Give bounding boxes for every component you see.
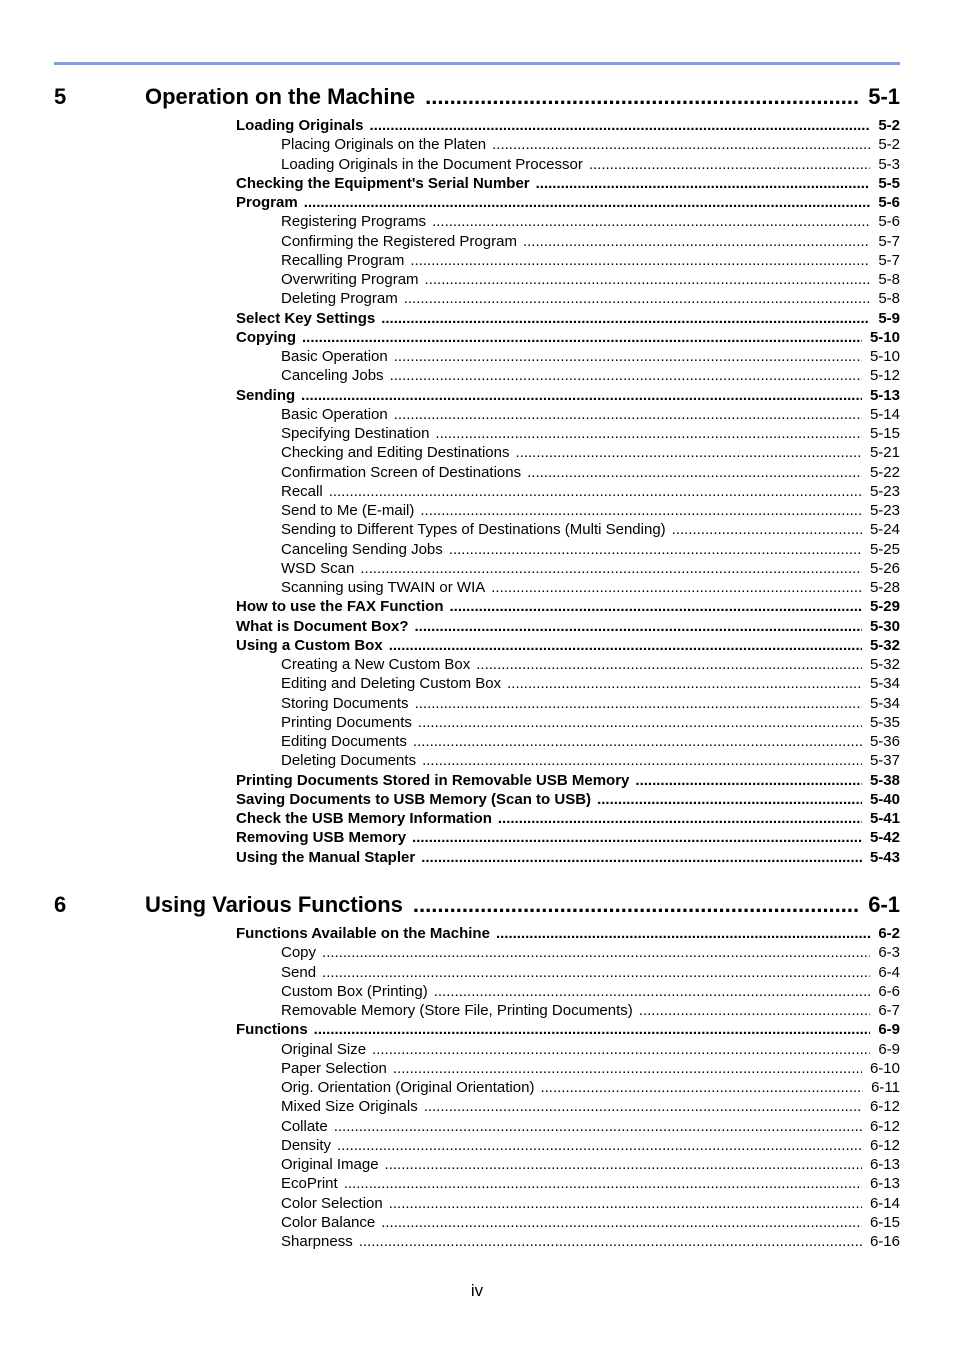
entry-title: Checking the Equipment's Serial Number	[236, 174, 530, 192]
entry-title: Original Image	[281, 1156, 379, 1173]
toc-subsection-entry[interactable]	[281, 1232, 900, 1251]
toc-section-entry[interactable]	[236, 328, 900, 347]
dot-leader	[410, 251, 870, 270]
entry-page: 6-16	[869, 1233, 900, 1250]
dot-leader	[381, 1213, 862, 1232]
toc-subsection-entry[interactable]	[281, 1078, 900, 1097]
entry-page: 5-37	[869, 752, 900, 770]
entry-page: 5-26	[869, 559, 900, 577]
dot-leader	[434, 982, 871, 1001]
entry-title: Scanning using TWAIN or WIA	[281, 579, 486, 596]
entry-title: Specifying Destination	[281, 425, 430, 442]
toc-subsection-entry[interactable]	[281, 520, 900, 539]
entry-page: 5-34	[869, 694, 900, 712]
entry-page: 5-32	[869, 656, 900, 673]
entry-page: 5-29	[869, 598, 900, 616]
dot-leader	[372, 1040, 870, 1059]
entry-page: 5-43	[869, 848, 900, 866]
dot-leader	[322, 963, 870, 982]
dot-leader	[450, 597, 862, 616]
entry-title: Checking and Editing Destinations	[281, 444, 510, 462]
entry-page: 5-22	[869, 463, 900, 481]
entry-title: Functions Available on the Machine	[236, 925, 490, 942]
entry-page: 5-30	[869, 617, 900, 635]
entry-page: 5-2	[878, 117, 900, 134]
chapter-5-section	[54, 84, 900, 867]
entry-page: 5-34	[869, 675, 900, 693]
toc-subsection-entry[interactable]	[281, 1194, 900, 1213]
toc-subsection-entry[interactable]	[281, 540, 900, 559]
entry-title: Loading Originals in the Document Processor	[281, 155, 583, 173]
chapter-title: Operation on the Machine	[145, 84, 416, 109]
entry-page: 6-3	[878, 944, 900, 962]
entry-title: Removing USB Memory	[236, 829, 407, 847]
chapter-number: 6	[54, 892, 67, 917]
entry-title: Basic Operation	[281, 348, 388, 365]
chapter-6-section	[54, 892, 900, 1251]
toc-subsection-entry[interactable]	[281, 405, 900, 424]
dot-leader	[639, 1001, 871, 1020]
dot-leader	[304, 193, 871, 212]
dot-leader	[337, 1136, 862, 1155]
dot-leader	[389, 636, 862, 655]
dot-leader	[360, 559, 862, 578]
dot-leader	[498, 809, 862, 828]
dot-leader	[329, 482, 862, 501]
toc-subsection-entry[interactable]	[281, 232, 900, 251]
entry-title: Using a Custom Box	[236, 636, 383, 654]
chapter-number: 5	[54, 84, 67, 109]
entry-title: Density	[281, 1136, 332, 1154]
dot-leader	[432, 212, 870, 231]
toc-subsection-entry[interactable]	[281, 1001, 900, 1020]
toc-entries	[54, 116, 900, 867]
entry-page: 5-8	[878, 271, 900, 288]
entry-title: Deleting Documents	[281, 752, 417, 770]
toc-subsection-entry[interactable]	[281, 713, 900, 732]
toc-subsection-entry[interactable]	[281, 347, 900, 366]
entry-page: 5-36	[869, 733, 900, 750]
entry-title: Printing Documents	[281, 713, 412, 731]
entry-page: 5-24	[869, 521, 900, 539]
toc-section-entry[interactable]	[236, 924, 900, 943]
toc-section-entry[interactable]	[236, 386, 900, 405]
entry-page: 6-6	[878, 982, 900, 1000]
toc-subsection-entry[interactable]	[281, 943, 900, 962]
toc-subsection-entry[interactable]	[281, 212, 900, 231]
dot-leader	[344, 1174, 862, 1193]
entry-page: 5-6	[878, 194, 900, 211]
entry-page: 5-14	[869, 405, 900, 423]
entry-page: 6-15	[869, 1213, 900, 1231]
entry-page: 5-8	[878, 290, 900, 308]
entry-page: 5-10	[869, 348, 900, 365]
dot-leader	[422, 751, 862, 770]
dot-leader	[301, 386, 862, 405]
entry-title: Printing Documents Stored in Removable USB Memory	[236, 771, 630, 789]
toc-subsection-entry[interactable]	[281, 1059, 900, 1078]
toc-subsection-entry[interactable]	[281, 463, 900, 482]
toc-subsection-entry[interactable]	[281, 501, 900, 520]
entry-title: Recalling Program	[281, 251, 405, 269]
dot-leader	[672, 520, 862, 539]
entry-page: 5-35	[869, 713, 900, 731]
entry-page: 6-12	[869, 1098, 900, 1116]
entry-title: Sharpness	[281, 1233, 353, 1250]
toc-subsection-entry[interactable]	[281, 751, 900, 770]
entry-title: What is Document Box?	[236, 617, 409, 635]
entry-page: 6-14	[869, 1194, 900, 1212]
dot-leader	[420, 501, 862, 520]
toc-section-entry[interactable]	[236, 771, 900, 790]
dot-leader	[394, 405, 862, 424]
entry-title: Mixed Size Originals	[281, 1098, 418, 1116]
dot-leader	[413, 732, 862, 751]
entry-title: Editing and Deleting Custom Box	[281, 675, 502, 693]
dot-leader	[425, 84, 860, 110]
entry-title: Registering Programs	[281, 213, 427, 231]
dot-leader	[435, 424, 862, 443]
toc-subsection-entry[interactable]	[281, 578, 900, 597]
toc-section-entry[interactable]	[236, 597, 900, 616]
entry-page: 5-7	[878, 251, 900, 269]
dot-leader	[589, 155, 870, 174]
entry-page: 5-38	[869, 771, 900, 789]
entry-title: Using the Manual Stapler	[236, 848, 416, 866]
dot-leader	[536, 174, 871, 193]
toc-subsection-entry[interactable]	[281, 1174, 900, 1193]
entry-page: 5-9	[878, 309, 900, 327]
entry-page: 6-11	[871, 1079, 900, 1096]
dot-leader	[415, 617, 862, 636]
toc-section-entry[interactable]	[236, 174, 900, 193]
dot-leader	[418, 713, 862, 732]
entry-title: Placing Originals on the Platen	[281, 136, 487, 154]
entry-page: 6-13	[869, 1175, 900, 1193]
entry-page: 5-23	[869, 482, 900, 500]
entry-page: 5-6	[878, 213, 900, 231]
entry-title: Orig. Orientation (Original Orientation)	[281, 1079, 535, 1096]
entry-title: Editing Documents	[281, 733, 407, 750]
entry-page: 5-40	[869, 790, 900, 808]
toc-subsection-entry[interactable]	[281, 289, 900, 308]
dot-leader	[385, 1155, 862, 1174]
toc-subsection-entry[interactable]	[281, 1155, 900, 1174]
entry-page: 5-13	[869, 386, 900, 404]
dot-leader	[424, 1097, 862, 1116]
dot-leader	[302, 328, 862, 347]
entry-page: 5-41	[869, 810, 900, 827]
toc-subsection-entry[interactable]	[281, 674, 900, 693]
entry-title: Send to Me (E-mail)	[281, 502, 415, 519]
entry-page: 5-3	[878, 155, 900, 173]
entry-page: 5-25	[869, 540, 900, 558]
toc-subsection-entry[interactable]	[281, 982, 900, 1001]
chapter-heading[interactable]	[54, 84, 900, 114]
dot-leader	[492, 135, 870, 154]
entry-title: Canceling Jobs	[281, 367, 384, 385]
dot-leader	[507, 674, 862, 693]
dot-leader	[476, 655, 862, 674]
entry-title: Select Key Settings	[236, 309, 376, 327]
dot-leader	[394, 347, 862, 366]
toc-section-entry[interactable]	[236, 636, 900, 655]
toc-subsection-entry[interactable]	[281, 270, 900, 289]
dot-leader	[359, 1232, 862, 1251]
entry-title: Custom Box (Printing)	[281, 982, 428, 1000]
entry-title: WSD Scan	[281, 559, 355, 577]
dot-leader	[381, 309, 870, 328]
dot-leader	[370, 116, 871, 135]
dot-leader	[425, 270, 871, 289]
toc-subsection-entry[interactable]	[281, 135, 900, 154]
toc-section-entry[interactable]	[236, 309, 900, 328]
entry-title: Copying	[236, 328, 296, 346]
toc-subsection-entry[interactable]	[281, 655, 900, 674]
toc-subsection-entry[interactable]	[281, 559, 900, 578]
entry-page: 6-12	[869, 1117, 900, 1135]
entry-title: Sending	[236, 386, 296, 404]
toc-subsection-entry[interactable]	[281, 1213, 900, 1232]
entry-title: Program	[236, 194, 298, 211]
toc-subsection-entry[interactable]	[281, 443, 900, 462]
toc-subsection-entry[interactable]	[281, 482, 900, 501]
dot-leader	[449, 540, 862, 559]
entry-page: 6-13	[869, 1156, 900, 1173]
entry-title: Paper Selection	[281, 1059, 387, 1077]
entry-title: Check the USB Memory Information	[236, 810, 492, 827]
entry-title: Creating a New Custom Box	[281, 656, 471, 673]
entry-page: 5-42	[869, 829, 900, 847]
entry-title: Storing Documents	[281, 694, 409, 712]
chapter-page: 5-1	[868, 84, 900, 109]
toc-subsection-entry[interactable]	[281, 1040, 900, 1059]
entry-title: Saving Documents to USB Memory (Scan to USB)	[236, 790, 592, 808]
entry-page: 5-2	[878, 136, 900, 154]
toc-section-entry[interactable]	[236, 790, 900, 809]
dot-leader	[404, 289, 871, 308]
entry-page: 5-28	[869, 579, 900, 596]
entry-page: 5-10	[869, 328, 900, 346]
toc-section-entry[interactable]	[236, 809, 900, 828]
toc-section-entry[interactable]	[236, 193, 900, 212]
chapter-page: 6-1	[868, 892, 900, 917]
dot-leader	[322, 943, 870, 962]
entry-title: Color Balance	[281, 1213, 376, 1231]
dot-leader	[523, 232, 870, 251]
dot-leader	[540, 1078, 863, 1097]
dot-leader	[496, 924, 870, 943]
entry-title: Copy	[281, 944, 317, 962]
entry-page: 5-21	[869, 444, 900, 462]
toc-section-entry[interactable]	[236, 617, 900, 636]
entry-title: Send	[281, 963, 317, 981]
page-number: iv	[470, 1281, 484, 1300]
entry-page: 6-9	[878, 1040, 900, 1058]
dot-leader	[314, 1020, 871, 1039]
chapter-heading[interactable]	[54, 892, 900, 922]
entry-title: Basic Operation	[281, 405, 388, 423]
header-rule	[54, 62, 900, 65]
dot-leader	[635, 771, 862, 790]
entry-title: Loading Originals	[236, 117, 364, 134]
entry-page: 5-32	[869, 636, 900, 654]
entry-title: Confirmation Screen of Destinations	[281, 463, 522, 481]
entry-title: Overwriting Program	[281, 271, 419, 288]
entry-title: How to use the FAX Function	[236, 598, 444, 616]
toc-section-entry[interactable]	[236, 828, 900, 847]
dot-leader	[491, 578, 862, 597]
entry-title: Collate	[281, 1117, 328, 1135]
dot-leader	[415, 694, 862, 713]
toc-subsection-entry[interactable]	[281, 1097, 900, 1116]
entry-page: 6-10	[869, 1059, 900, 1077]
dot-leader	[412, 828, 862, 847]
toc-section-entry[interactable]	[236, 116, 900, 135]
entry-page: 6-12	[869, 1136, 900, 1154]
entry-title: EcoPrint	[281, 1175, 338, 1193]
entry-page: 6-7	[878, 1002, 900, 1019]
entry-page: 6-4	[878, 963, 900, 981]
dot-leader	[334, 1117, 862, 1136]
entry-title: Functions	[236, 1021, 308, 1039]
toc-subsection-entry[interactable]	[281, 1117, 900, 1136]
toc-section-entry[interactable]	[236, 848, 900, 867]
entry-title: Original Size	[281, 1040, 367, 1058]
toc-subsection-entry[interactable]	[281, 366, 900, 385]
entry-page: 6-2	[878, 925, 900, 942]
entry-page: 5-23	[869, 502, 900, 519]
entry-page: 5-15	[869, 425, 900, 442]
entry-title: Recall	[281, 482, 323, 500]
toc-subsection-entry[interactable]	[281, 963, 900, 982]
entry-page: 5-12	[869, 367, 900, 385]
entry-page: 6-9	[878, 1021, 900, 1039]
dot-leader	[389, 1194, 862, 1213]
dot-leader	[597, 790, 862, 809]
dot-leader	[527, 463, 862, 482]
chapter-title: Using Various Functions	[145, 892, 403, 917]
toc-subsection-entry[interactable]	[281, 732, 900, 751]
entry-title: Removable Memory (Store File, Printing Documents)	[281, 1002, 633, 1019]
toc-subsection-entry[interactable]	[281, 1136, 900, 1155]
toc-subsection-entry[interactable]	[281, 251, 900, 270]
toc-entries	[54, 924, 900, 1251]
entry-title: Sending to Different Types of Destinations (Multi Sending)	[281, 521, 666, 539]
entry-title: Canceling Sending Jobs	[281, 540, 443, 558]
dot-leader	[393, 1059, 862, 1078]
entry-title: Deleting Program	[281, 290, 398, 308]
toc-section-entry[interactable]	[236, 1020, 900, 1039]
toc-subsection-entry[interactable]	[281, 155, 900, 174]
toc-subsection-entry[interactable]	[281, 694, 900, 713]
dot-leader	[515, 443, 861, 462]
dot-leader	[421, 848, 862, 867]
dot-leader	[390, 366, 862, 385]
dot-leader	[413, 892, 860, 918]
entry-title: Color Selection	[281, 1194, 383, 1212]
entry-page: 5-7	[878, 232, 900, 250]
entry-title: Confirming the Registered Program	[281, 232, 517, 250]
toc-subsection-entry[interactable]	[281, 424, 900, 443]
entry-page: 5-5	[878, 174, 900, 192]
